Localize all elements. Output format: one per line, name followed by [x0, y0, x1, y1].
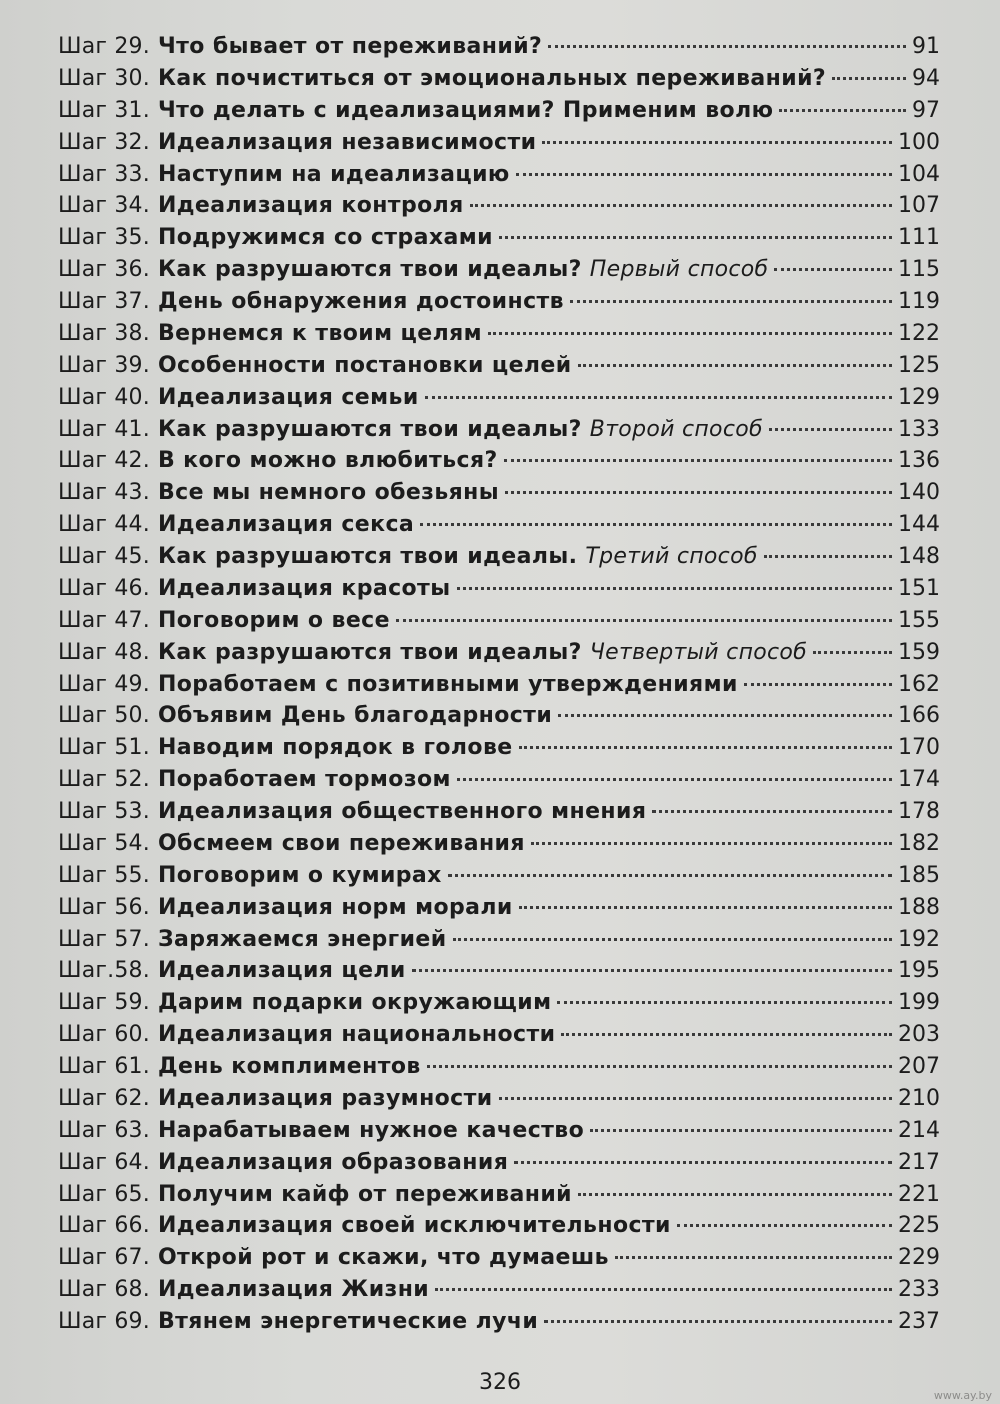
dot-leader — [813, 651, 892, 654]
toc-page-number: 140 — [898, 480, 940, 506]
dot-leader — [652, 810, 892, 813]
dot-leader — [764, 555, 892, 558]
toc-page-number: 221 — [898, 1181, 940, 1207]
toc-title: Обсмеем свои переживания — [157, 830, 525, 856]
toc-step-label: Шаг 54. — [58, 830, 150, 856]
toc-title: Идеализация секса — [157, 512, 415, 538]
toc-title: Идеализация национальности — [157, 1022, 556, 1048]
toc-page-number: 119 — [898, 289, 940, 314]
toc-step-label: Шаг 65. — [58, 1181, 150, 1207]
toc-title: В кого можно влюбиться? — [157, 448, 498, 474]
toc-title: Что бывает от переживаний? — [157, 34, 543, 59]
toc-step-label: Шаг 67. — [58, 1245, 150, 1271]
toc-page-number: 159 — [898, 639, 940, 665]
page-number: 326 — [479, 1370, 521, 1395]
toc-entry — [58, 318, 940, 350]
toc-entry — [58, 764, 940, 796]
toc-step-label: Шаг 51. — [58, 735, 150, 761]
toc-title: Наводим порядок в голове — [157, 735, 513, 761]
toc-step-label: Шаг 50. — [58, 703, 150, 729]
toc-title: Объявим День благодарности — [157, 703, 553, 729]
toc-step-label: Шаг 40. — [58, 384, 150, 410]
toc-title: Идеализация независимости — [157, 129, 537, 155]
toc-title: Дарим подарки окружающим — [157, 990, 552, 1016]
toc-title-italic: Третий способ — [585, 544, 758, 569]
toc-entry — [58, 892, 940, 924]
dot-leader — [516, 173, 892, 176]
toc-page-number: 207 — [898, 1054, 940, 1079]
toc-page-number: 188 — [898, 894, 940, 920]
toc-step-label: Шаг 69. — [58, 1309, 150, 1334]
toc-page-number: 229 — [898, 1245, 940, 1271]
dot-leader — [470, 204, 892, 207]
dot-leader — [578, 1193, 892, 1196]
toc-page-number: 129 — [898, 384, 940, 410]
toc-step-label: Шаг 46. — [58, 575, 150, 601]
dot-leader — [499, 236, 892, 239]
toc-step-label: Шаг 68. — [58, 1277, 150, 1303]
toc-entry — [58, 1210, 940, 1242]
toc-title: Идеализация Жизни — [157, 1277, 430, 1303]
toc-page-number: 233 — [898, 1277, 940, 1303]
toc-title: Идеализация контроля — [157, 193, 464, 219]
toc-page-number: 214 — [898, 1117, 940, 1143]
toc-entry — [58, 445, 940, 477]
toc-entry — [58, 254, 940, 286]
toc-page-number: 100 — [898, 129, 940, 155]
toc-entry — [58, 382, 940, 414]
toc-title: Поговорим о кумирах — [157, 862, 442, 888]
toc-title: Поговорим о весе — [157, 607, 390, 633]
toc-page-number: 174 — [898, 767, 940, 793]
toc-page-number: 115 — [898, 257, 940, 283]
toc-entry — [58, 541, 940, 573]
toc-title: Идеализация образования — [157, 1149, 509, 1175]
toc-page-number: 166 — [898, 703, 940, 729]
toc-entry — [58, 828, 940, 860]
toc-step-label: Шаг 33. — [58, 161, 150, 187]
toc-step-label: Шаг 61. — [58, 1054, 150, 1079]
toc-entry — [58, 286, 940, 318]
toc-entry — [58, 1242, 940, 1274]
toc-title: Как почиститься от эмоциональных переживаний? — [157, 65, 827, 91]
toc-entry — [58, 509, 940, 541]
toc-page-number: 203 — [898, 1022, 940, 1048]
toc-page-number: 170 — [898, 735, 940, 761]
dot-leader — [448, 874, 892, 877]
dot-leader — [774, 268, 892, 271]
toc-title: Открой рот и скажи, что думаешь — [157, 1245, 609, 1271]
toc-title: Заряжаемся энергией — [157, 926, 447, 952]
toc-entry — [58, 190, 940, 222]
toc-step-label: Шаг 30. — [58, 65, 150, 91]
dot-leader — [435, 1288, 892, 1291]
toc-step-label: Шаг 32. — [58, 129, 150, 155]
dot-leader — [557, 1001, 892, 1004]
toc-entry — [58, 860, 940, 892]
toc-entry — [58, 924, 940, 956]
dot-leader — [548, 45, 906, 48]
toc-page-number: 185 — [898, 862, 940, 888]
toc-entry — [58, 95, 940, 127]
dot-leader — [519, 746, 892, 749]
toc-entry — [58, 414, 940, 446]
toc-page-number: 162 — [898, 671, 940, 697]
dot-leader — [504, 459, 892, 462]
toc-page-number: 195 — [898, 958, 940, 984]
dot-leader — [519, 906, 892, 909]
toc-step-label: Шаг 59. — [58, 990, 150, 1016]
dot-leader — [561, 1033, 892, 1036]
toc-page-number: 144 — [898, 512, 940, 538]
dot-leader — [578, 364, 892, 367]
toc-entry — [58, 605, 940, 637]
toc-page-number: 199 — [898, 990, 940, 1016]
dot-leader — [570, 300, 892, 303]
toc-page-number: 148 — [898, 544, 940, 569]
toc-entry — [58, 31, 940, 63]
toc-entry — [58, 732, 940, 764]
toc-title: Наступим на идеализацию — [157, 161, 510, 187]
dot-leader — [412, 969, 892, 972]
dot-leader — [832, 77, 906, 80]
toc-entry — [58, 1051, 940, 1083]
toc-page-number: 125 — [898, 352, 940, 378]
toc-entry — [58, 159, 940, 191]
toc-page-number: 107 — [898, 193, 940, 219]
dot-leader — [457, 778, 892, 781]
dot-leader — [544, 1320, 892, 1323]
dot-leader — [505, 491, 892, 494]
toc-title: Вернемся к твоим целям — [157, 320, 483, 346]
toc-step-label: Шаг 43. — [58, 480, 150, 506]
toc-page-number: 237 — [898, 1309, 940, 1334]
toc-page-number: 133 — [898, 416, 940, 442]
toc-title: Все мы немного обезьяны — [157, 480, 500, 506]
toc-entry — [58, 63, 940, 95]
toc-page-number: 122 — [898, 320, 940, 346]
toc-page-number: 178 — [898, 799, 940, 824]
toc-entry — [58, 700, 940, 732]
dot-leader — [453, 938, 892, 941]
toc-page-number: 210 — [898, 1085, 940, 1111]
toc-title: Как разрушаются твои идеалы? — [157, 416, 582, 442]
toc-step-label: Шаг 63. — [58, 1117, 150, 1143]
toc-title: Как разрушаются твои идеалы. — [157, 544, 578, 569]
toc-page-number: 111 — [898, 225, 940, 251]
dot-leader — [779, 109, 906, 112]
toc-step-label: Шаг 56. — [58, 894, 150, 920]
dot-leader — [425, 396, 892, 399]
toc-entry — [58, 350, 940, 382]
toc-step-label: Шаг 31. — [58, 97, 150, 123]
toc-entry — [58, 1147, 940, 1179]
toc-title-italic: Второй способ — [589, 416, 763, 442]
toc-title: Поработаем тормозом — [157, 767, 451, 793]
watermark: www.ay.by — [933, 1389, 992, 1402]
dot-leader — [744, 683, 892, 686]
toc-title: Идеализация своей исключительности — [157, 1213, 671, 1239]
toc-title: Идеализация норм морали — [157, 894, 513, 920]
toc-step-label: Шаг 36. — [58, 257, 150, 283]
toc-title: Втянем энергетические лучи — [157, 1309, 539, 1334]
toc-step-label: Шаг 66. — [58, 1213, 150, 1239]
toc-step-label: Шаг 60. — [58, 1022, 150, 1048]
toc-entry — [58, 1115, 940, 1147]
toc-entry — [58, 955, 940, 987]
toc-entry — [58, 477, 940, 509]
toc-title: Подружимся со страхами — [157, 225, 493, 251]
toc-title: Получим кайф от переживаний — [157, 1181, 572, 1207]
toc-page-number: 155 — [898, 607, 940, 633]
dot-leader — [590, 1129, 892, 1132]
toc-entry — [58, 669, 940, 701]
dot-leader — [531, 842, 892, 845]
dot-leader — [396, 619, 892, 622]
toc-step-label: Шаг.58. — [58, 958, 150, 984]
toc-page-number: 91 — [912, 34, 940, 59]
toc-page-number: 192 — [898, 926, 940, 952]
toc-step-label: Шаг 53. — [58, 799, 150, 824]
toc-title: Идеализация разумности — [157, 1085, 493, 1111]
toc-step-label: Шаг 52. — [58, 767, 150, 793]
toc-entry — [58, 1083, 940, 1115]
toc-step-label: Шаг 41. — [58, 416, 150, 442]
dot-leader — [677, 1224, 892, 1227]
toc-step-label: Шаг 62. — [58, 1085, 150, 1111]
toc-step-label: Шаг 47. — [58, 607, 150, 633]
toc-entry — [58, 637, 940, 669]
toc-step-label: Шаг 48. — [58, 639, 150, 665]
toc-title: Идеализация общественного мнения — [157, 799, 647, 824]
toc-entry — [58, 573, 940, 605]
toc-title-italic: Четвертый способ — [589, 639, 808, 665]
toc-step-label: Шаг 64. — [58, 1149, 150, 1175]
dot-leader — [514, 1161, 892, 1164]
toc-title: Поработаем с позитивными утверждениями — [157, 671, 738, 697]
toc-title: Как разрушаются твои идеалы? — [157, 257, 582, 283]
toc-step-label: Шаг 35. — [58, 225, 150, 251]
toc-step-label: Шаг 45. — [58, 544, 150, 569]
toc-entry — [58, 1019, 940, 1051]
dot-leader — [499, 1097, 892, 1100]
dot-leader — [542, 141, 892, 144]
toc-page-number: 136 — [898, 448, 940, 474]
toc-title: Нарабатываем нужное качество — [157, 1117, 585, 1143]
dot-leader — [615, 1256, 892, 1259]
toc-entry — [58, 1274, 940, 1306]
table-of-contents — [58, 31, 940, 1338]
toc-step-label: Шаг 42. — [58, 448, 150, 474]
dot-leader — [558, 714, 892, 717]
toc-title-italic: Первый способ — [589, 257, 769, 283]
toc-entry — [58, 796, 940, 828]
dot-leader — [427, 1065, 892, 1068]
toc-step-label: Шаг 49. — [58, 671, 150, 697]
toc-step-label: Шаг 39. — [58, 352, 150, 378]
toc-step-label: Шаг 44. — [58, 512, 150, 538]
dot-leader — [457, 587, 893, 590]
toc-page-number: 182 — [898, 830, 940, 856]
dot-leader — [769, 428, 892, 431]
toc-title: Идеализация красоты — [157, 575, 451, 601]
toc-step-label: Шаг 38. — [58, 320, 150, 346]
toc-title: Идеализация семьи — [157, 384, 419, 410]
toc-step-label: Шаг 55. — [58, 862, 150, 888]
toc-page-number: 225 — [898, 1213, 940, 1239]
toc-entry — [58, 987, 940, 1019]
toc-title: День обнаружения достоинств — [157, 289, 564, 314]
toc-page-number: 104 — [898, 161, 940, 187]
toc-entry — [58, 1306, 940, 1338]
toc-step-label: Шаг 34. — [58, 193, 150, 219]
toc-title: День комплиментов — [157, 1054, 421, 1079]
toc-step-label: Шаг 37. — [58, 289, 150, 314]
toc-title: Как разрушаются твои идеалы? — [157, 639, 582, 665]
toc-page-number: 151 — [898, 575, 940, 601]
toc-entry — [58, 1179, 940, 1211]
dot-leader — [488, 332, 892, 335]
toc-step-label: Шаг 29. — [58, 34, 150, 59]
dot-leader — [420, 523, 892, 526]
toc-title: Что делать с идеализациями? Применим волю — [157, 97, 774, 123]
toc-entry — [58, 222, 940, 254]
toc-entry — [58, 127, 940, 159]
toc-title: Идеализация цели — [157, 958, 406, 984]
toc-title: Особенности постановки целей — [157, 352, 572, 378]
toc-page-number: 94 — [912, 65, 940, 91]
toc-step-label: Шаг 57. — [58, 926, 150, 952]
toc-page-number: 217 — [898, 1149, 940, 1175]
toc-page-number: 97 — [912, 97, 940, 123]
